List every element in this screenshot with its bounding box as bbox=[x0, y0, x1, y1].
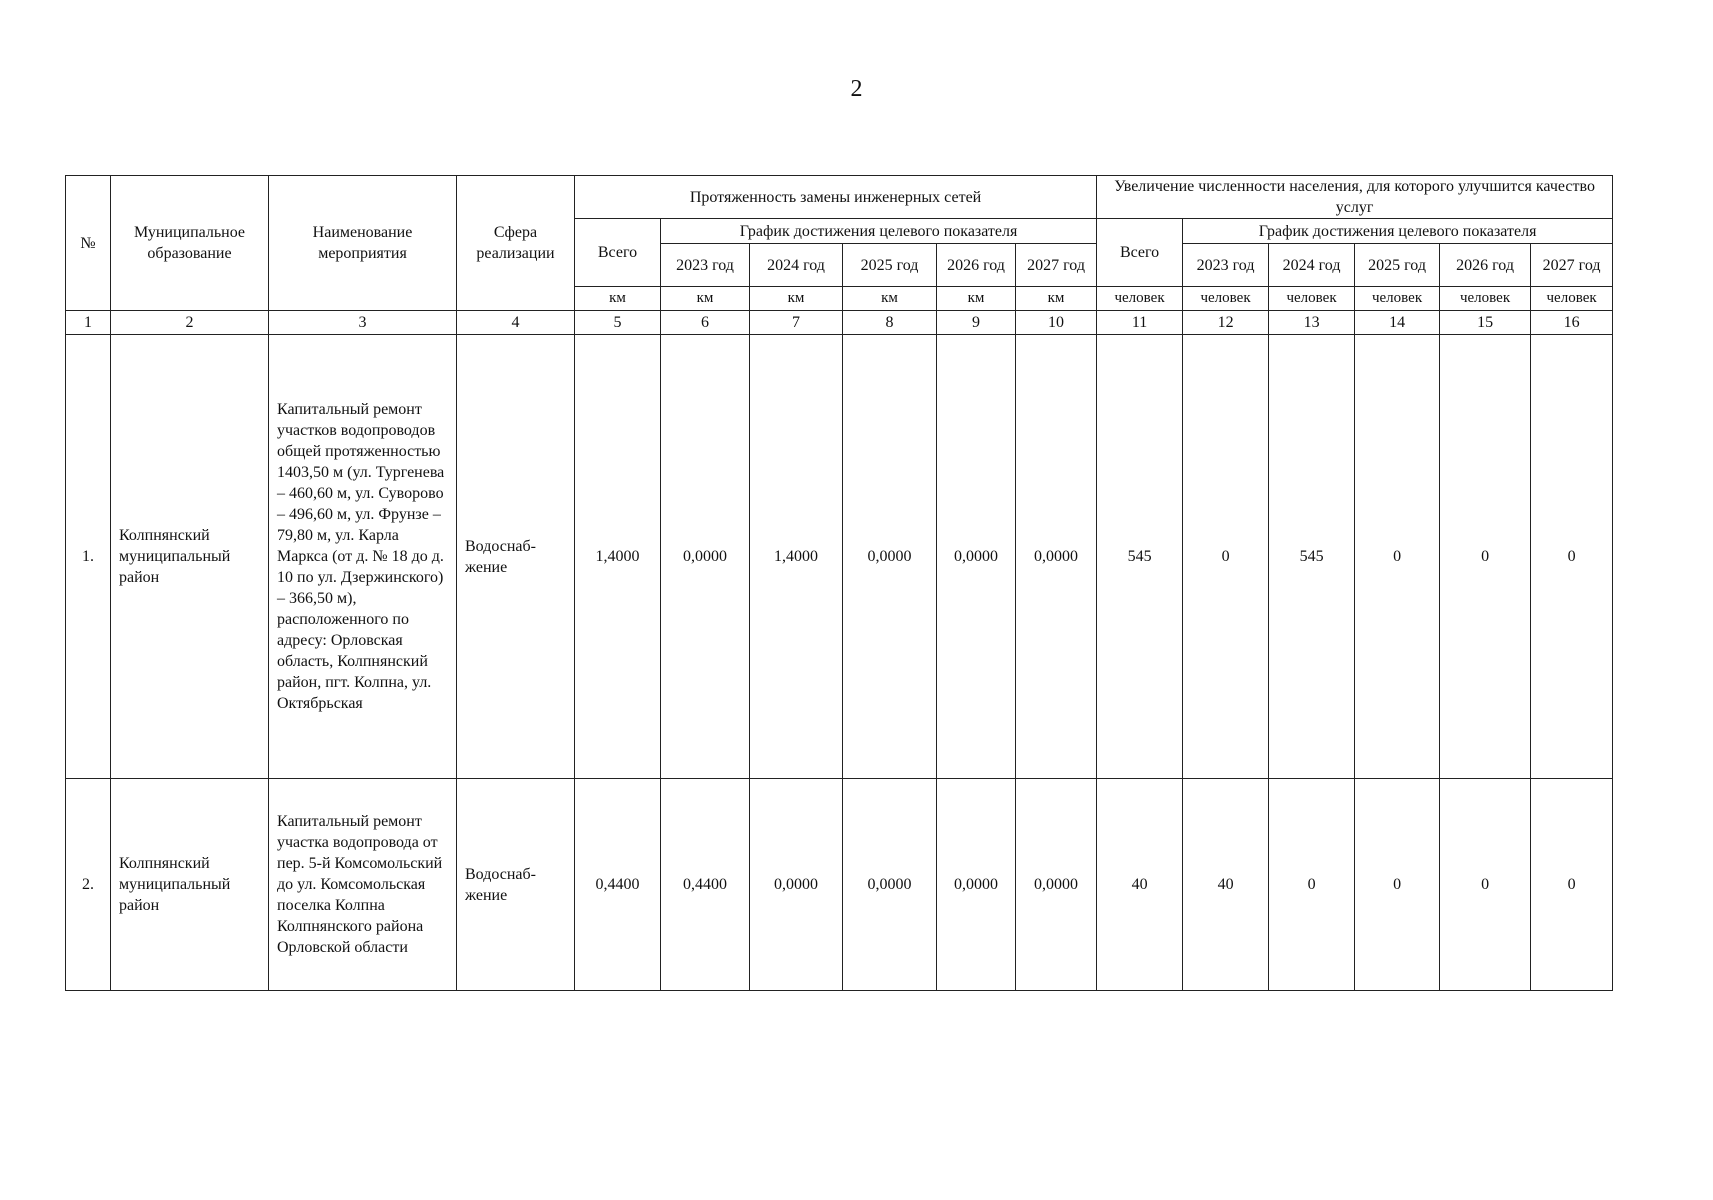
row-municipality: Колпнянский муниципальный район bbox=[111, 335, 269, 779]
unit-people: человек bbox=[1531, 287, 1613, 311]
row-population-year: 0 bbox=[1355, 335, 1440, 779]
header-length-year: 2023 год bbox=[661, 244, 750, 287]
unit-km: км bbox=[750, 287, 843, 311]
column-number: 5 bbox=[575, 311, 661, 335]
unit-km: км bbox=[843, 287, 937, 311]
row-length-year: 0,0000 bbox=[843, 335, 937, 779]
row-population-year: 545 bbox=[1269, 335, 1355, 779]
column-number: 12 bbox=[1183, 311, 1269, 335]
header-measure: Наименование мероприятия bbox=[269, 176, 457, 311]
column-number: 6 bbox=[661, 311, 750, 335]
row-population-year: 40 bbox=[1183, 779, 1269, 991]
header-group-length: Протяженность замены инженерных сетей bbox=[575, 176, 1097, 219]
row-num: 2. bbox=[66, 779, 111, 991]
unit-people: человек bbox=[1183, 287, 1269, 311]
header-schedule-population: График достижения целевого показателя bbox=[1183, 219, 1613, 244]
header-length-year: 2024 год bbox=[750, 244, 843, 287]
row-population-year: 0 bbox=[1269, 779, 1355, 991]
header-schedule-length: График достижения целевого показателя bbox=[661, 219, 1097, 244]
row-length-year: 0,4400 bbox=[661, 779, 750, 991]
unit-people: человек bbox=[1440, 287, 1531, 311]
column-number: 3 bbox=[269, 311, 457, 335]
unit-km: км bbox=[575, 287, 661, 311]
header-length-year: 2027 год bbox=[1016, 244, 1097, 287]
header-population-year: 2025 год bbox=[1355, 244, 1440, 287]
column-number: 8 bbox=[843, 311, 937, 335]
page-number: 2 bbox=[850, 76, 863, 102]
table-row bbox=[66, 335, 1613, 779]
column-number: 10 bbox=[1016, 311, 1097, 335]
header-municipality: Муниципальное образование bbox=[111, 176, 269, 311]
header-population-year: 2023 год bbox=[1183, 244, 1269, 287]
row-municipality: Колпнянский муниципальный район bbox=[111, 779, 269, 991]
column-number: 7 bbox=[750, 311, 843, 335]
header-population-total: Всего bbox=[1097, 219, 1183, 287]
unit-people: человек bbox=[1355, 287, 1440, 311]
unit-km: км bbox=[661, 287, 750, 311]
row-sphere: Водоснаб-жение bbox=[457, 335, 575, 779]
row-sphere: Водоснаб-жение bbox=[457, 779, 575, 991]
column-number: 11 bbox=[1097, 311, 1183, 335]
row-length-year: 1,4000 bbox=[750, 335, 843, 779]
row-measure: Капитальный ремонт участка водопровода от пер. 5-й Комсомольский до ул. Комсомольская поселка Колпна Колпнянского района Орловской области bbox=[269, 779, 457, 991]
column-number: 15 bbox=[1440, 311, 1531, 335]
header-population-year: 2024 год bbox=[1269, 244, 1355, 287]
row-measure: Капитальный ремонт участков водопроводов общей протяженностью 1403,50 м (ул. Тургенева – 460,60 м, ул. Суворово – 496,60 м, ул. Фрунзе – 79,80 м, ул. Карла Маркса (от д. № 18 до д. 10 по ул. Дзержинского) – 366,50 м), расположенного по адресу: Орловская область, Колпнянский район, пгт. Колпна, ул. Октябрьская bbox=[269, 335, 457, 779]
row-population-year: 0 bbox=[1183, 335, 1269, 779]
unit-km: км bbox=[937, 287, 1016, 311]
column-number: 2 bbox=[111, 311, 269, 335]
row-population-year: 0 bbox=[1531, 335, 1613, 779]
row-population-year: 0 bbox=[1440, 335, 1531, 779]
unit-people: человек bbox=[1269, 287, 1355, 311]
column-number: 4 bbox=[457, 311, 575, 335]
row-population-year: 0 bbox=[1355, 779, 1440, 991]
row-population-total: 40 bbox=[1097, 779, 1183, 991]
unit-km: км bbox=[1016, 287, 1097, 311]
header-population-year: 2026 год bbox=[1440, 244, 1531, 287]
header-length-total: Всего bbox=[575, 219, 661, 287]
column-number: 1 bbox=[66, 311, 111, 335]
header-population-year: 2027 год bbox=[1531, 244, 1613, 287]
row-length-total: 0,4400 bbox=[575, 779, 661, 991]
row-num: 1. bbox=[66, 335, 111, 779]
column-number: 9 bbox=[937, 311, 1016, 335]
header-sphere: Сфера реализации bbox=[457, 176, 575, 311]
table-row bbox=[66, 779, 1613, 991]
row-length-year: 0,0000 bbox=[937, 779, 1016, 991]
row-population-total: 545 bbox=[1097, 335, 1183, 779]
row-length-year: 0,0000 bbox=[1016, 779, 1097, 991]
unit-people: человек bbox=[1097, 287, 1183, 311]
targets-table bbox=[65, 175, 1613, 991]
header-length-year: 2026 год bbox=[937, 244, 1016, 287]
row-population-year: 0 bbox=[1440, 779, 1531, 991]
header-length-year: 2025 год bbox=[843, 244, 937, 287]
header-num: № bbox=[66, 176, 111, 311]
header-group-population: Увеличение численности населения, для которого улучшится качество услуг bbox=[1097, 176, 1613, 219]
row-length-year: 0,0000 bbox=[937, 335, 1016, 779]
column-numbers-row bbox=[66, 311, 1613, 335]
column-number: 13 bbox=[1269, 311, 1355, 335]
row-length-year: 0,0000 bbox=[750, 779, 843, 991]
column-number: 14 bbox=[1355, 311, 1440, 335]
row-population-year: 0 bbox=[1531, 779, 1613, 991]
row-length-year: 0,0000 bbox=[843, 779, 937, 991]
row-length-year: 0,0000 bbox=[661, 335, 750, 779]
row-length-year: 0,0000 bbox=[1016, 335, 1097, 779]
column-number: 16 bbox=[1531, 311, 1613, 335]
row-length-total: 1,4000 bbox=[575, 335, 661, 779]
